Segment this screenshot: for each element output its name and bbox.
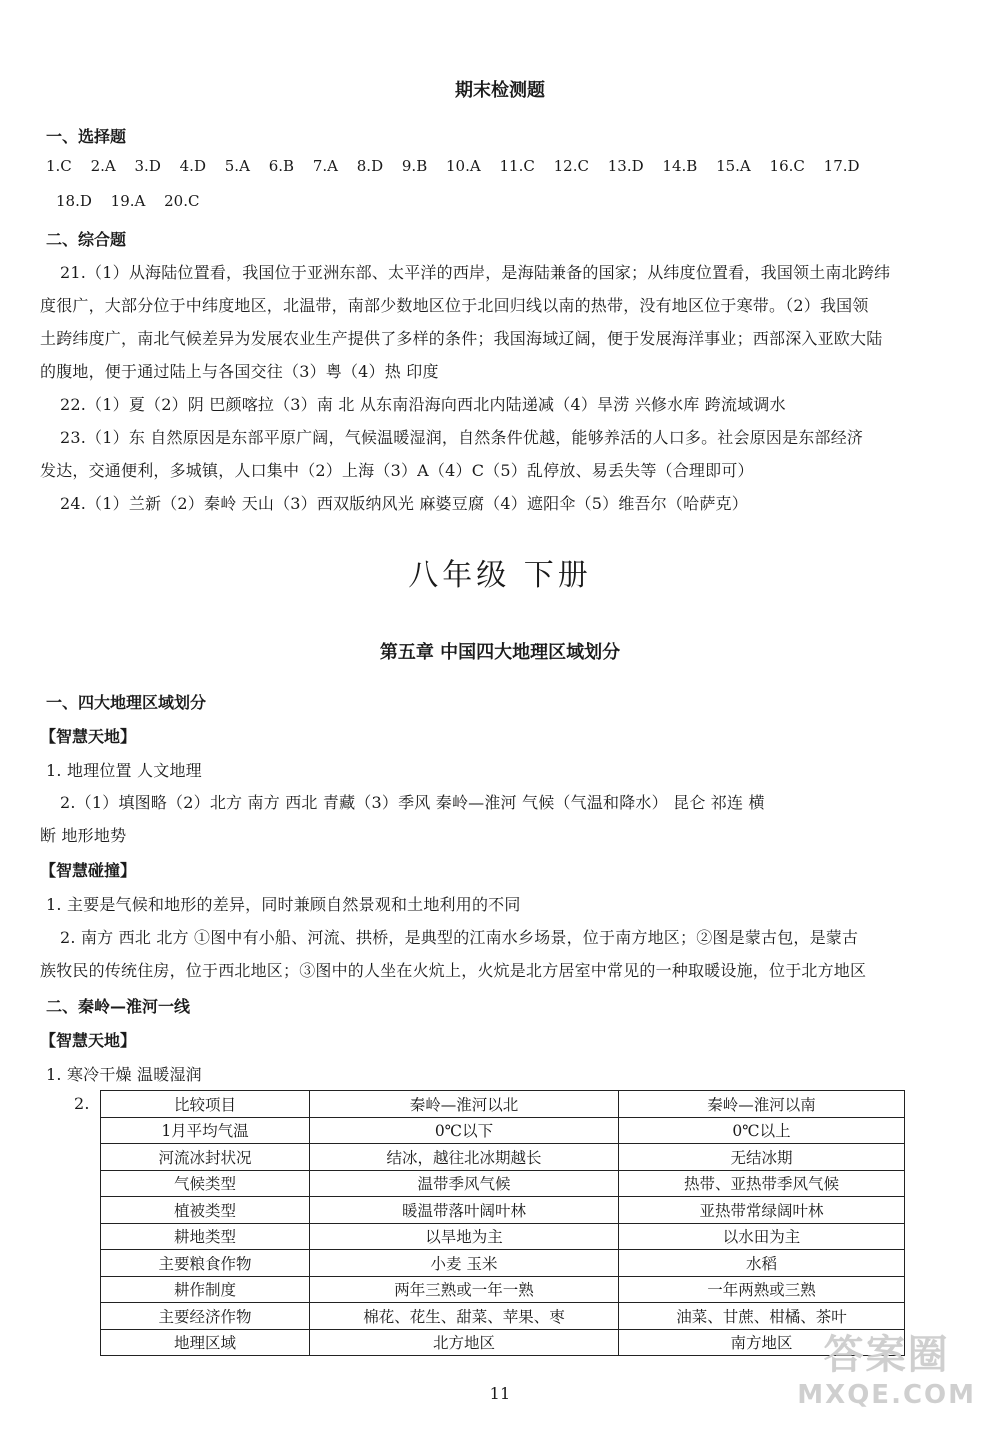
table-cell: 南方地区 [619,1329,905,1356]
table-cell: 北方地区 [310,1329,619,1356]
q21-line-4: 的腹地，便于通过陆上与各国交往（3）粤（4）热 印度 [40,362,439,381]
answer-item: 12.C [553,157,589,175]
part1-collide-answer-1: 1. 主要是气候和地形的差异，同时兼顾自然景观和土地利用的不同 [46,895,521,914]
answer-item: 7.A [312,157,338,175]
answer-item: 13.D [607,157,644,175]
table-header-cell: 比较项目 [101,1091,310,1118]
table-cell: 热带、亚热带季风气候 [619,1170,905,1197]
answer-item: 14.B [662,157,698,175]
zhihui-tiandi-label-2: 【智慧天地】 [40,1031,137,1050]
table-header-cell: 秦岭—淮河以北 [310,1091,619,1118]
book-heading: 八年级 下册 [408,558,592,593]
answer-item: 6.B [268,157,295,175]
table-cell: 无结冰期 [619,1144,905,1171]
answer-item: 20.C [164,192,200,210]
table-row [101,1117,905,1144]
table-cell: 0℃以上 [619,1117,905,1144]
table-cell: 地理区域 [101,1329,310,1356]
watermark-logo [797,1323,976,1410]
table-header-row [101,1091,905,1118]
table-cell: 主要粮食作物 [101,1250,310,1277]
answer-item: 19.A [110,192,146,210]
answer-item: 10.A [446,157,481,175]
table-cell: 水稻 [619,1250,905,1277]
table-cell: 耕地类型 [101,1223,310,1250]
part1-answer-1: 1. 地理位置 人文地理 [46,761,202,780]
part2-answer-1: 1. 寒冷干燥 温暖湿润 [46,1065,202,1084]
answer-item: 15.A [716,157,751,175]
table-cell: 两年三熟或一年一熟 [310,1276,619,1303]
watermark-line-2: MXQE.COM [797,1380,976,1410]
section-choice-heading: 一、选择题 [46,127,127,146]
answer-item: 4.D [179,157,206,175]
part2-answer-2-number: 2. [74,1094,90,1113]
table-cell: 主要经济作物 [101,1303,310,1330]
answer-item: 16.C [769,157,805,175]
table-cell: 1月平均气温 [101,1117,310,1144]
part1-answer-2-line-1: 2.（1）填图略（2）北方 南方 西北 青藏（3）季风 秦岭—淮河 气候（气温和降水） 昆仑 祁连 横 [60,793,765,812]
table-cell: 以旱地为主 [310,1223,619,1250]
table-cell: 结冰，越往北冰期越长 [310,1144,619,1171]
choice-answers-row-1 [46,157,930,175]
page-number: 11 [489,1384,511,1403]
part1-collide-answer-2-line-2: 族牧民的传统住房，位于西北地区；③图中的人坐在火炕上，火炕是北方居室中常见的一种取暖设施，位于北方地区 [40,961,867,980]
table-cell: 温带季风气候 [310,1170,619,1197]
table-header-cell: 秦岭—淮河以南 [619,1091,905,1118]
table-cell: 0℃以下 [310,1117,619,1144]
answer-item: 5.A [224,157,250,175]
q24-line: 24.（1）兰新（2）秦岭 天山（3）西双版纳风光 麻婆豆腐（4）遮阳伞（5）维吾尔（哈萨克） [60,494,748,513]
table-cell: 气候类型 [101,1170,310,1197]
answer-item: 3.D [134,157,161,175]
q23-line-2: 发达，交通便利，多城镇，人口集中（2）上海（3）A（4）C（5）乱停放、易丢失等（合理即可） [40,461,754,480]
table-row [101,1276,905,1303]
part1-answer-2-line-2: 断 地形地势 [40,826,127,845]
table-cell: 河流冰封状况 [101,1144,310,1171]
answer-item: 18.D [56,192,92,210]
table-cell: 棉花、花生、甜菜、苹果、枣 [310,1303,619,1330]
q22-line: 22.（1）夏（2）阴 巴颜喀拉（3）南 北 从东南沿海向西北内陆递减（4）旱涝 兴修水库 跨流域调水 [60,395,786,414]
exam-title: 期末检测题 [455,80,545,101]
q21-line-3: 土跨纬度广，南北气候差异为发展农业生产提供了多样的条件；我国海域辽阔，便于发展海洋事业；西部深入亚欧大陆 [40,329,883,348]
answer-item: 8.D [356,157,384,175]
watermark-line-1: 答案圈 [823,1332,950,1378]
choice-answers-row-2 [56,192,930,210]
section-comprehensive-heading: 二、综合题 [46,230,127,249]
zhihui-pengzhuang-label: 【智慧碰撞】 [40,861,137,880]
table-row [101,1250,905,1277]
table-row [101,1303,905,1330]
table-row [101,1197,905,1224]
q23-line-1: 23.（1）东 自然原因是东部平原广阔，气候温暖湿润，自然条件优越，能够养活的人口多。社会原因是东部经济 [60,428,864,447]
part2-heading: 二、秦岭—淮河一线 [46,997,191,1016]
table-row [101,1170,905,1197]
table-row [101,1329,905,1356]
table-cell: 以水田为主 [619,1223,905,1250]
zhihui-tiandi-label-1: 【智慧天地】 [40,727,137,746]
answer-item: 11.C [499,157,535,175]
answer-item: 2.A [90,157,116,175]
table-cell: 暖温带落叶阔叶林 [310,1197,619,1224]
table-cell: 亚热带常绿阔叶林 [619,1197,905,1224]
table-cell: 耕作制度 [101,1276,310,1303]
q21-line-2: 度很广，大部分位于中纬度地区，北温带，南部少数地区位于北回归线以南的热带，没有地区位于寒带。（2）我国领 [40,296,869,315]
part1-heading: 一、四大地理区域划分 [46,693,207,712]
q21-line-1: 21.（1）从海陆位置看，我国位于亚洲东部、太平洋的西岸，是海陆兼备的国家；从纬度位置看，我国领土南北跨纬 [60,263,891,282]
chapter-title: 第五章 中国四大地理区域划分 [379,642,621,663]
table-row [101,1223,905,1250]
table-cell: 植被类型 [101,1197,310,1224]
qinling-huaihe-comparison-table [100,1090,905,1356]
table-row [101,1144,905,1171]
table-cell: 小麦 玉米 [310,1250,619,1277]
table-cell: 一年两熟或三熟 [619,1276,905,1303]
answer-item: 1.C [46,157,72,175]
table-cell: 油菜、甘蔗、柑橘、茶叶 [619,1303,905,1330]
answer-item: 17.D [823,157,860,175]
part1-collide-answer-2-line-1: 2. 南方 西北 北方 ①图中有小船、河流、拱桥，是典型的江南水乡场景，位于南方地区；②图是蒙古包，是蒙古 [60,928,859,947]
answer-item: 9.B [401,157,428,175]
